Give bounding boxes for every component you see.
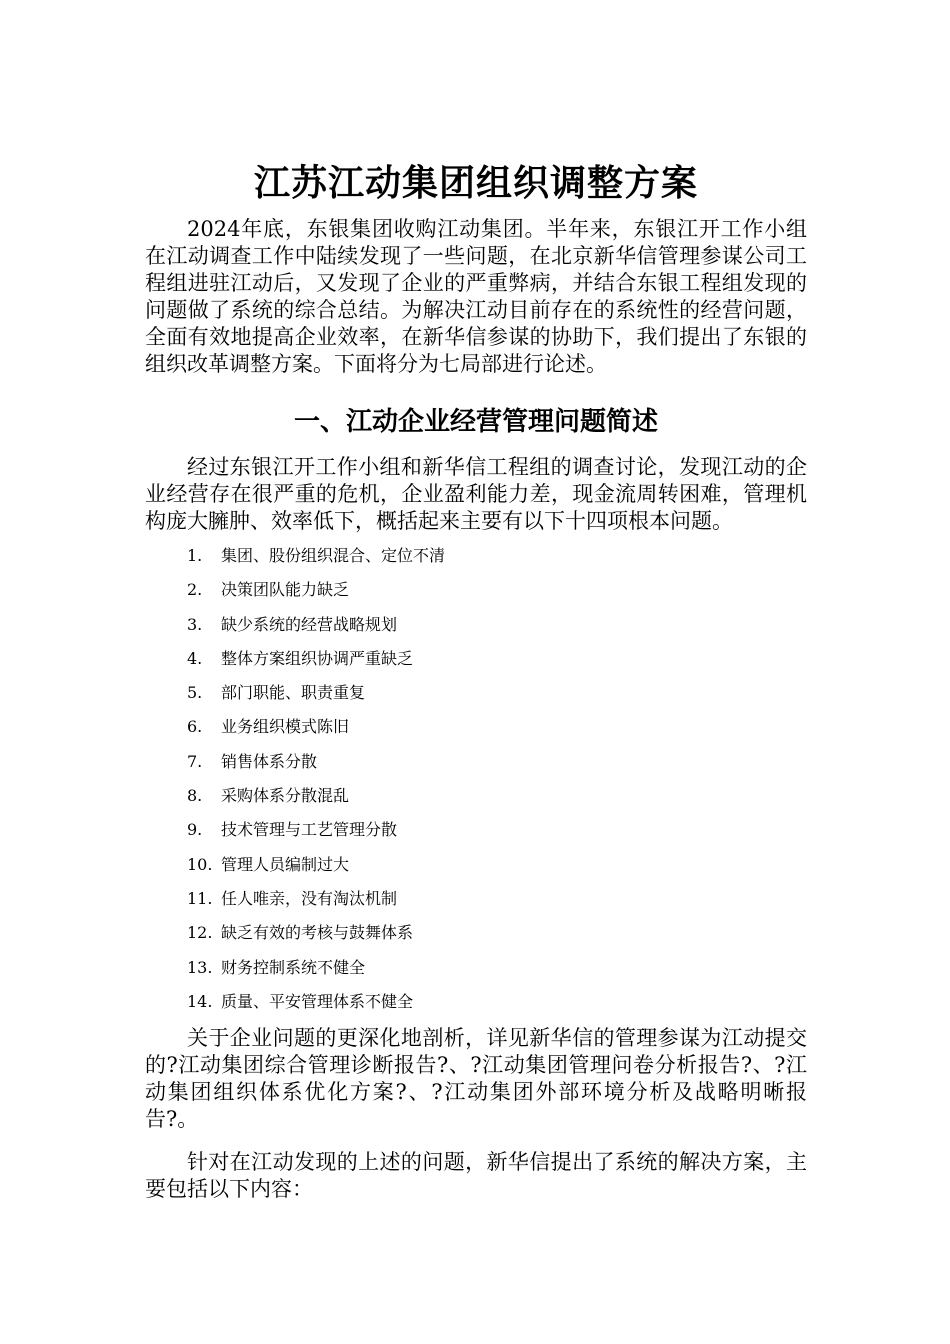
issue-list <box>145 545 807 1013</box>
list-item-number: 5. <box>187 683 203 703</box>
list-item-text: 业务组织模式陈旧 <box>221 717 350 737</box>
list-item <box>187 682 807 704</box>
list-item-number: 10. <box>187 854 213 874</box>
intro-paragraph: 2024年底，东银集团收购江动集团。半年来，东银江开工作小组在江动调查工作中陆续发现了一些问题，在北京新华信管理参谋公司工程组进驻江动后，又发现了企业的严重弊病，并结合东银工程组发现的问题做了系统的综合总结。为解决江动目前存在的系统性的经营问题，全面有效地提高企业效率，在新华信参谋的协助下，我们提出了东银的组织改革调整方案。下面将分为七局部进行论述。 <box>145 217 807 376</box>
list-item-text: 技术管理与工艺管理分散 <box>221 820 398 840</box>
list-item-text: 缺少系统的经营战略规划 <box>221 614 398 634</box>
list-item <box>187 854 807 876</box>
list-item <box>187 751 807 773</box>
section-1-intro-paragraph: 经过东银江开工作小组和新华信工程组的调查讨论，发现江动的企业经营存在很严重的危机，企业盈利能力差，现金流周转困难，管理机构庞大臃肿、效率低下，概括起来主要有以下十四项根本问题。 <box>145 455 807 533</box>
list-item-text: 管理人员编制过大 <box>221 854 350 874</box>
list-item <box>187 991 807 1013</box>
list-item-number: 4. <box>187 648 203 668</box>
list-item-number: 9. <box>187 820 203 840</box>
analysis-paragraph: 关于企业问题的更深化地剖析，详见新华信的管理参谋为江动提交的?江动集团综合管理诊断报告?、?江动集团管理问卷分析报告?、?江动集团组织体系优化方案?、?江动集团外部环境分析及战略明晰报告?。 <box>145 1026 807 1132</box>
list-item-number: 7. <box>187 751 203 771</box>
list-item-number: 14. <box>187 991 213 1011</box>
list-item-text: 质量、平安管理体系不健全 <box>221 991 414 1011</box>
list-item <box>187 922 807 944</box>
list-item-number: 8. <box>187 786 203 806</box>
list-item <box>187 716 807 738</box>
list-item-text: 整体方案组织协调严重缺乏 <box>221 648 414 668</box>
section-1-heading: 一、江动企业经营管理问题简述 <box>293 407 658 437</box>
list-item-number: 11. <box>187 888 213 908</box>
list-item-text: 部门职能、职责重复 <box>221 683 366 703</box>
list-item-text: 任人唯亲，没有淘汰机制 <box>221 888 398 908</box>
list-item-number: 3. <box>187 614 203 634</box>
list-item <box>187 888 807 910</box>
list-item <box>187 614 807 636</box>
list-item <box>187 579 807 601</box>
list-item-number: 1. <box>187 546 203 565</box>
list-item <box>187 957 807 979</box>
list-item <box>187 545 807 567</box>
solution-intro-paragraph: 针对在江动发现的上述的问题，新华信提出了系统的解决方案，主要包括以下内容： <box>145 1150 807 1202</box>
list-item-text: 销售体系分散 <box>221 751 318 771</box>
list-item <box>187 819 807 841</box>
list-item-text: 决策团队能力缺乏 <box>221 580 350 600</box>
list-item-number: 13. <box>187 957 213 977</box>
list-item-number: 12. <box>187 923 213 943</box>
document-page <box>145 158 807 1203</box>
list-item <box>187 648 807 670</box>
list-item-number: 6. <box>187 717 203 737</box>
document-title: 江苏江动集团组织调整方案 <box>253 163 698 204</box>
list-item <box>187 785 807 807</box>
list-item-number: 2. <box>187 580 203 600</box>
list-item-text: 集团、股份组织混合、定位不清 <box>221 546 446 565</box>
list-item-text: 采购体系分散混乱 <box>221 786 350 806</box>
list-item-text: 财务控制系统不健全 <box>221 957 366 977</box>
list-item-text: 缺乏有效的考核与鼓舞体系 <box>221 923 414 943</box>
